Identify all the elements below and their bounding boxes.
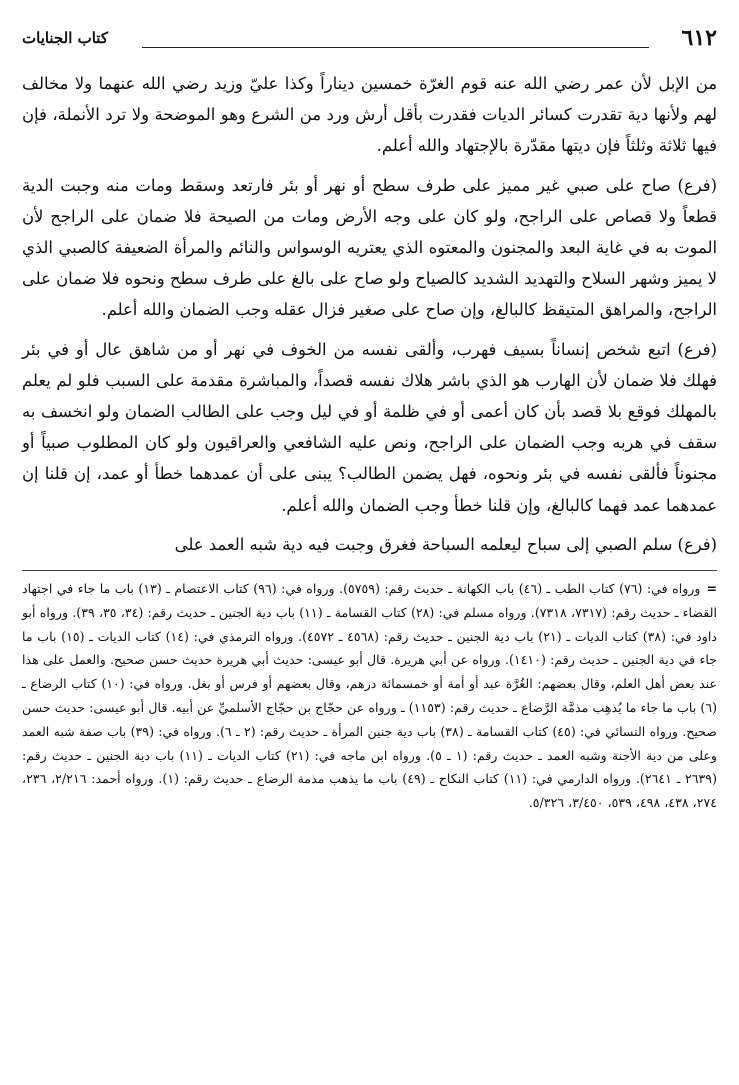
- paragraph-2: (فرع) صاح على صبي غير مميز على طرف سطح أو نهر أو بئر فارتعد وسقط ومات منه وجبت الدية قطعاً ولا قصاص على الراجح، ولو كان على وجه الأرض ومات من الصيحة فلا ضمان على الراجح لأن الموت به في غاية البعد والمجنون والمعتوه الذي يعتريه الوسواس والنائم والمرأة الضعيفة كالصبي الذي لا يميز وشهر السلاح والتهديد الشديد كالصياح ولو صاح على بالغ على طرف سطح ونحوه فلا ضمان على الراجح، والمراهق المتيقظ كالبالغ، وإن صاح على صغير فزال عقله وجب الضمان والله أعلم.: [22, 175, 717, 320]
- footnote-marker: =: [706, 581, 718, 597]
- paragraph-3: (فرع) اتبع شخص إنساناً بسيف فهرب، وألقى نفسه من الخوف في نهر أو من شاهق عال أو في بئر فهلك فلا ضمان لأن الهارب هو الذي باشر هلاك نفسه قصداً، والمباشرة مقدمة على السبب فلو لم يعلم بالمهلك فوقع بلا قصد بأن كان أعمى أو في ظلمة أو في ليل وجب على الطالب الضمان ولو انخسف به سقف في هربه وجب الضمان على الراجح، ونص عليه الشافعي والعراقيون ولو كان المطلوب صبياً أو مجنوناً فألقى نفسه في بئر ونحوه، فهل يضمن الطالب؟ يبنى على أن عمدهما خطأ أو عمد، إن قلنا إن عمدهما عمد فهما كالبالغ، وإن قلنا خطأ وجب الضمان والله أعلم.: [22, 339, 717, 515]
- page-number: ٦١٢: [681, 25, 717, 51]
- document-page: [22, 18, 717, 1068]
- header-rule: [142, 47, 649, 48]
- page-header: [22, 18, 717, 58]
- main-text: [22, 68, 717, 560]
- footnote-divider: [22, 570, 717, 571]
- paragraph-1: من الإبل لأن عمر رضي الله عنه قوم الغرّة خمسين ديناراً وكذا عليّ وزيد رضي الله عنهما ولا مخالف لهم ولأنها دية تقدرت كسائر الديات فقدرت بأقل أرش ورد من الشرع وهو الموضحة ولا ترد الأنملة، فإن فيها ثلاثة وثلثاً فإن ديتها مقدّرة بالإجتهاد والله أعلم.: [22, 74, 717, 156]
- paragraph-4: (فرع) سلم الصبي إلى سباح ليعلمه السباحة فغرق وجبت فيه دية شبه العمد على: [174, 534, 717, 554]
- footnote: [22, 577, 717, 815]
- footnote-text: ورواه في: (٧٦) كتاب الطب ـ (٤٦) باب الكهانة ـ حديث رقم: (٥٧٥٩). ورواه في: (٩٦) كتاب الاعتصام ـ (١٣) باب ما جاء في اجتهاد القضاء ـ حديث رقم: (٧٣١٧، ٧٣١٨). ورواه مسلم في: (٢٨) كتاب القسامة ـ (١١) باب دية الجنين ـ حديث رقم: (٣٤، ٣٥، ٣٩). ورواه أبو داود في: (٣٨) كتاب الديات ـ (٢١) باب دية الجنين ـ حديث رقم: (٤٥٦٨ ـ ٤٥٧٢). ورواه الترمذي في: (١٤) كتاب الديات ـ (١٥) باب ما جاء في دية الجنين ـ حديث رقم: (١٤١٠). ورواه عن أبي هريرة. قال أبو عيسى: حديث أبي هريرة حديث حسن صحيح. والعمل على هذا عند بعض أهل العلم، وقال بعضهم: الغُرَّة عبد أو أمة أو خمسمائة درهم، وقال بعضهم أو فرس أو بغل. ورواه في: (١٠) كتاب الرضاع ـ (٦) باب ما جاء ما يُذهِب مذمَّة الرَّضاع ـ حديث رقم: (١١٥٣) ـ ورواه عن حجّاج بن حجّاج الأسلميِّ عن أبيه. قال أبو عيسى: حديث حسن صحيح. ورواه النسائي في: (٤٥) كتاب القسامة ـ (٣٨) باب دية جنين المرأة ـ حديث رقم: (٢ ـ ٦). ورواه في: (٣٩) باب صفة شبه العمد وعلى من دية الأجنة وشبه العمد ـ حديث رقم: (١ ـ ٥). ورواه ابن ماجه في: (٢١) كتاب الديات ـ (١١) باب دية الجنين ـ حديث رقم: (٢٦٣٩ ـ ٢٦٤١). ورواه الدارمي في: (١١) كتاب النكاح ـ (٤٩) باب ما يذهب مذمة الرضاع ـ حديث رقم: (١). ورواه أحمد: ٢/٢١٦، ٢٣٦، ٢٧٤، ٤٣٨، ٤٩٨، ٥٣٩، ٣/٤٥٠، ٥/٣٢٦.: [22, 581, 718, 811]
- book-title: كتاب الجنايات: [22, 29, 108, 47]
